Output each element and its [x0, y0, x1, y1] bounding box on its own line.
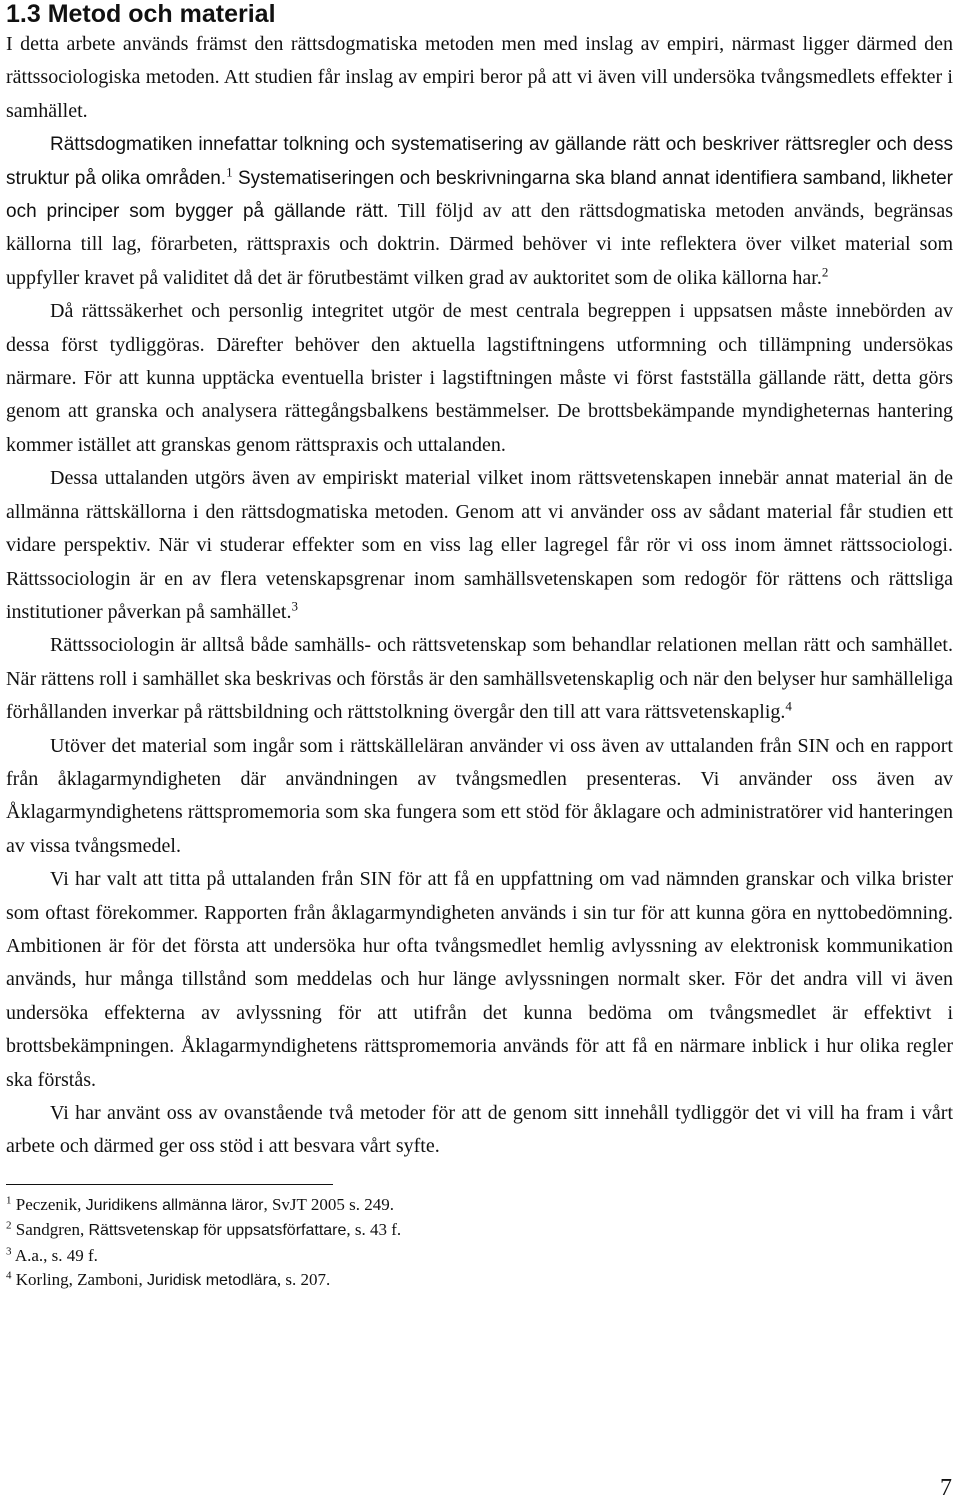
- footnote: [6, 1193, 953, 1219]
- footnote-author: A.a., s. 49 f.: [14, 1245, 98, 1265]
- paragraph-rattsdogmatik-part-b: Systematiseringen och beskrivningarna ska bland annat identifiera samband, likheter och principer som bygger på gällande rätt.: [6, 167, 953, 223]
- footnote: [6, 1268, 953, 1294]
- footnote-number: 1: [6, 1194, 12, 1207]
- paragraph-rattssakerhet: Då rättssäkerhet och personlig integritet utgör de mest centrala begreppen i uppsatsen måste innebörden av dessa först tydliggöras. Därefter behöver den aktuella lagstiftningens utformning och tillämpning undersökas närmare. För att kunna upptäcka eventuella brister i lagstiftningen måste vi först fastställa gällande rätt, detta görs genom att granska och analysera rättegångsbalkens bestämmelser. De brottsbekämpande myndigheternas hantering kommer istället att granskas genom rättspraxis och uttalanden.: [6, 300, 953, 456]
- page-number: 7: [940, 1475, 952, 1501]
- paragraph-conclusion: Vi har använt oss av ovanstående två metoder för att de genom sitt innehåll tydliggör det vi vill ha fram i vårt arbete och därmed ger oss stöd i att besvara vårt syfte.: [6, 1102, 953, 1158]
- paragraph-intro: I detta arbete används främst den rättsdogmatiska metoden men med inslag av empiri, närmast ligger därmed den rättssociologiska metoden. Att studien får inslag av empiri beror på att vi även vill undersöka tvångsmedlets effekter i samhället.: [6, 33, 953, 122]
- paragraph-rattsdogmatik: [6, 128, 953, 295]
- footnote-ref-2: 2: [821, 264, 829, 280]
- paragraph-uttalanden-text: Dessa uttalanden utgörs även av empiriskt material vilket inom rättsvetenskapen innebär annat material än de allmänna rättskällorna i den rättsdogmatiska metoden. Genom att vi använder oss av sådant material får studien ett vidare perspektiv. När vi studerar effekter som en viss lag eller lagregel får rör vi oss inom ämnet rättssociologi. Rättssociologin är en av flera vetenskapsgrenar inom samhällsvetenskapen som redogör för rättens och rättsliga institutioner påverkan på samhället.: [6, 467, 953, 623]
- footnote-ref-1: 1: [226, 163, 233, 179]
- paragraph-rattsdogmatik-part-c: Till följd av att den rättsdogmatiska metoden används, begränsas källorna till lag, förarbeten, rättspraxis och doktrin. Därmed behöver vi inte reflektera över vilket material som uppfyller kravet på validitet då det är förutbestämt vilken grad av auktoritet som de olika källorna har.: [6, 200, 953, 289]
- footnote-divider: [6, 1184, 333, 1185]
- section-heading: 1.3 Metod och material: [6, 0, 276, 28]
- footnote: [6, 1244, 953, 1269]
- footnote-author: Korling, Zamboni,: [15, 1270, 148, 1290]
- footnote-rest: , s. 207.: [276, 1270, 331, 1290]
- footnote-author: Sandgren,: [15, 1220, 89, 1240]
- footnote-rest: , s. 43 f.: [346, 1220, 402, 1240]
- footnote-title: Rättsvetenskap för uppsatsförfattare: [88, 1222, 347, 1240]
- footnote-title: Juridisk metodlära: [147, 1272, 277, 1290]
- footnote-number: 2: [6, 1219, 12, 1232]
- footnote-number: 4: [6, 1269, 12, 1282]
- paragraph-sin: Vi har valt att titta på uttalanden från SIN för att få en uppfattning om vad nämnden granskar och vilka brister som oftast förekommer. Rapporten från åklagarmyndigheten används i sin tur för att kunna göra en nyttobedömning. Ambitionen är för det första att undersöka hur ofta tvångsmedlet hemlig avlyssning av elektronisk kommunikation används, hur många tillstånd som meddelas och hur länge avlyssningen normalt sker. För det andra vill vi även undersöka effekterna av avlyssning för att utifrån det kunna bedöma om tvångsmedlet är effektivt i brottsbekämpningen. Åklagarmyndighetens rättspromemoria används för att få en närmare inblick i hur olika regler ska förstås.: [6, 868, 953, 1091]
- footnote-number: 3: [6, 1245, 12, 1258]
- footnote: [6, 1218, 953, 1244]
- footnote-title: Juridikens allmänna läror: [85, 1196, 264, 1214]
- paragraph-material: Utöver det material som ingår som i rättskälleläran använder vi oss även av uttalanden från SIN och en rapport från åklagarmyndigheten där användningen av tvångsmedlen presenteras. Vi använder oss även av Åklagarmyndighetens rättspromemoria som ska fungera som ett stöd för åklagare och administratörer vid hanteringen av vissa tvångsmedel.: [6, 734, 953, 857]
- paragraph-rattssociologi: [6, 629, 953, 729]
- footnote-ref-4: 4: [785, 698, 792, 714]
- paragraph-uttalanden: [6, 462, 953, 629]
- footnote-ref-3: 3: [291, 598, 298, 614]
- paragraph-rattsdogmatik-part-a: Rättsdogmatiken innefattar tolkning och systematisering av gällande rätt och beskriver rättsregler och dess struktur på olika områden.: [6, 134, 953, 189]
- paragraph-rattssociologi-text: Rättssociologin är alltså både samhälls- och rättsvetenskap som behandlar relationen mellan rätt och samhället. När rättens roll i samhället ska beskrivas och förstås är den samhällsvetenskaplig och när den belyser hur samhälleliga förhållanden inverkar på rättsbildning och rättstolkning övergår den till att vara rättsvetenskaplig.: [6, 634, 953, 724]
- footnote-author: Peczenik,: [15, 1194, 86, 1214]
- footnote-rest: , SvJT 2005 s. 249.: [263, 1194, 394, 1214]
